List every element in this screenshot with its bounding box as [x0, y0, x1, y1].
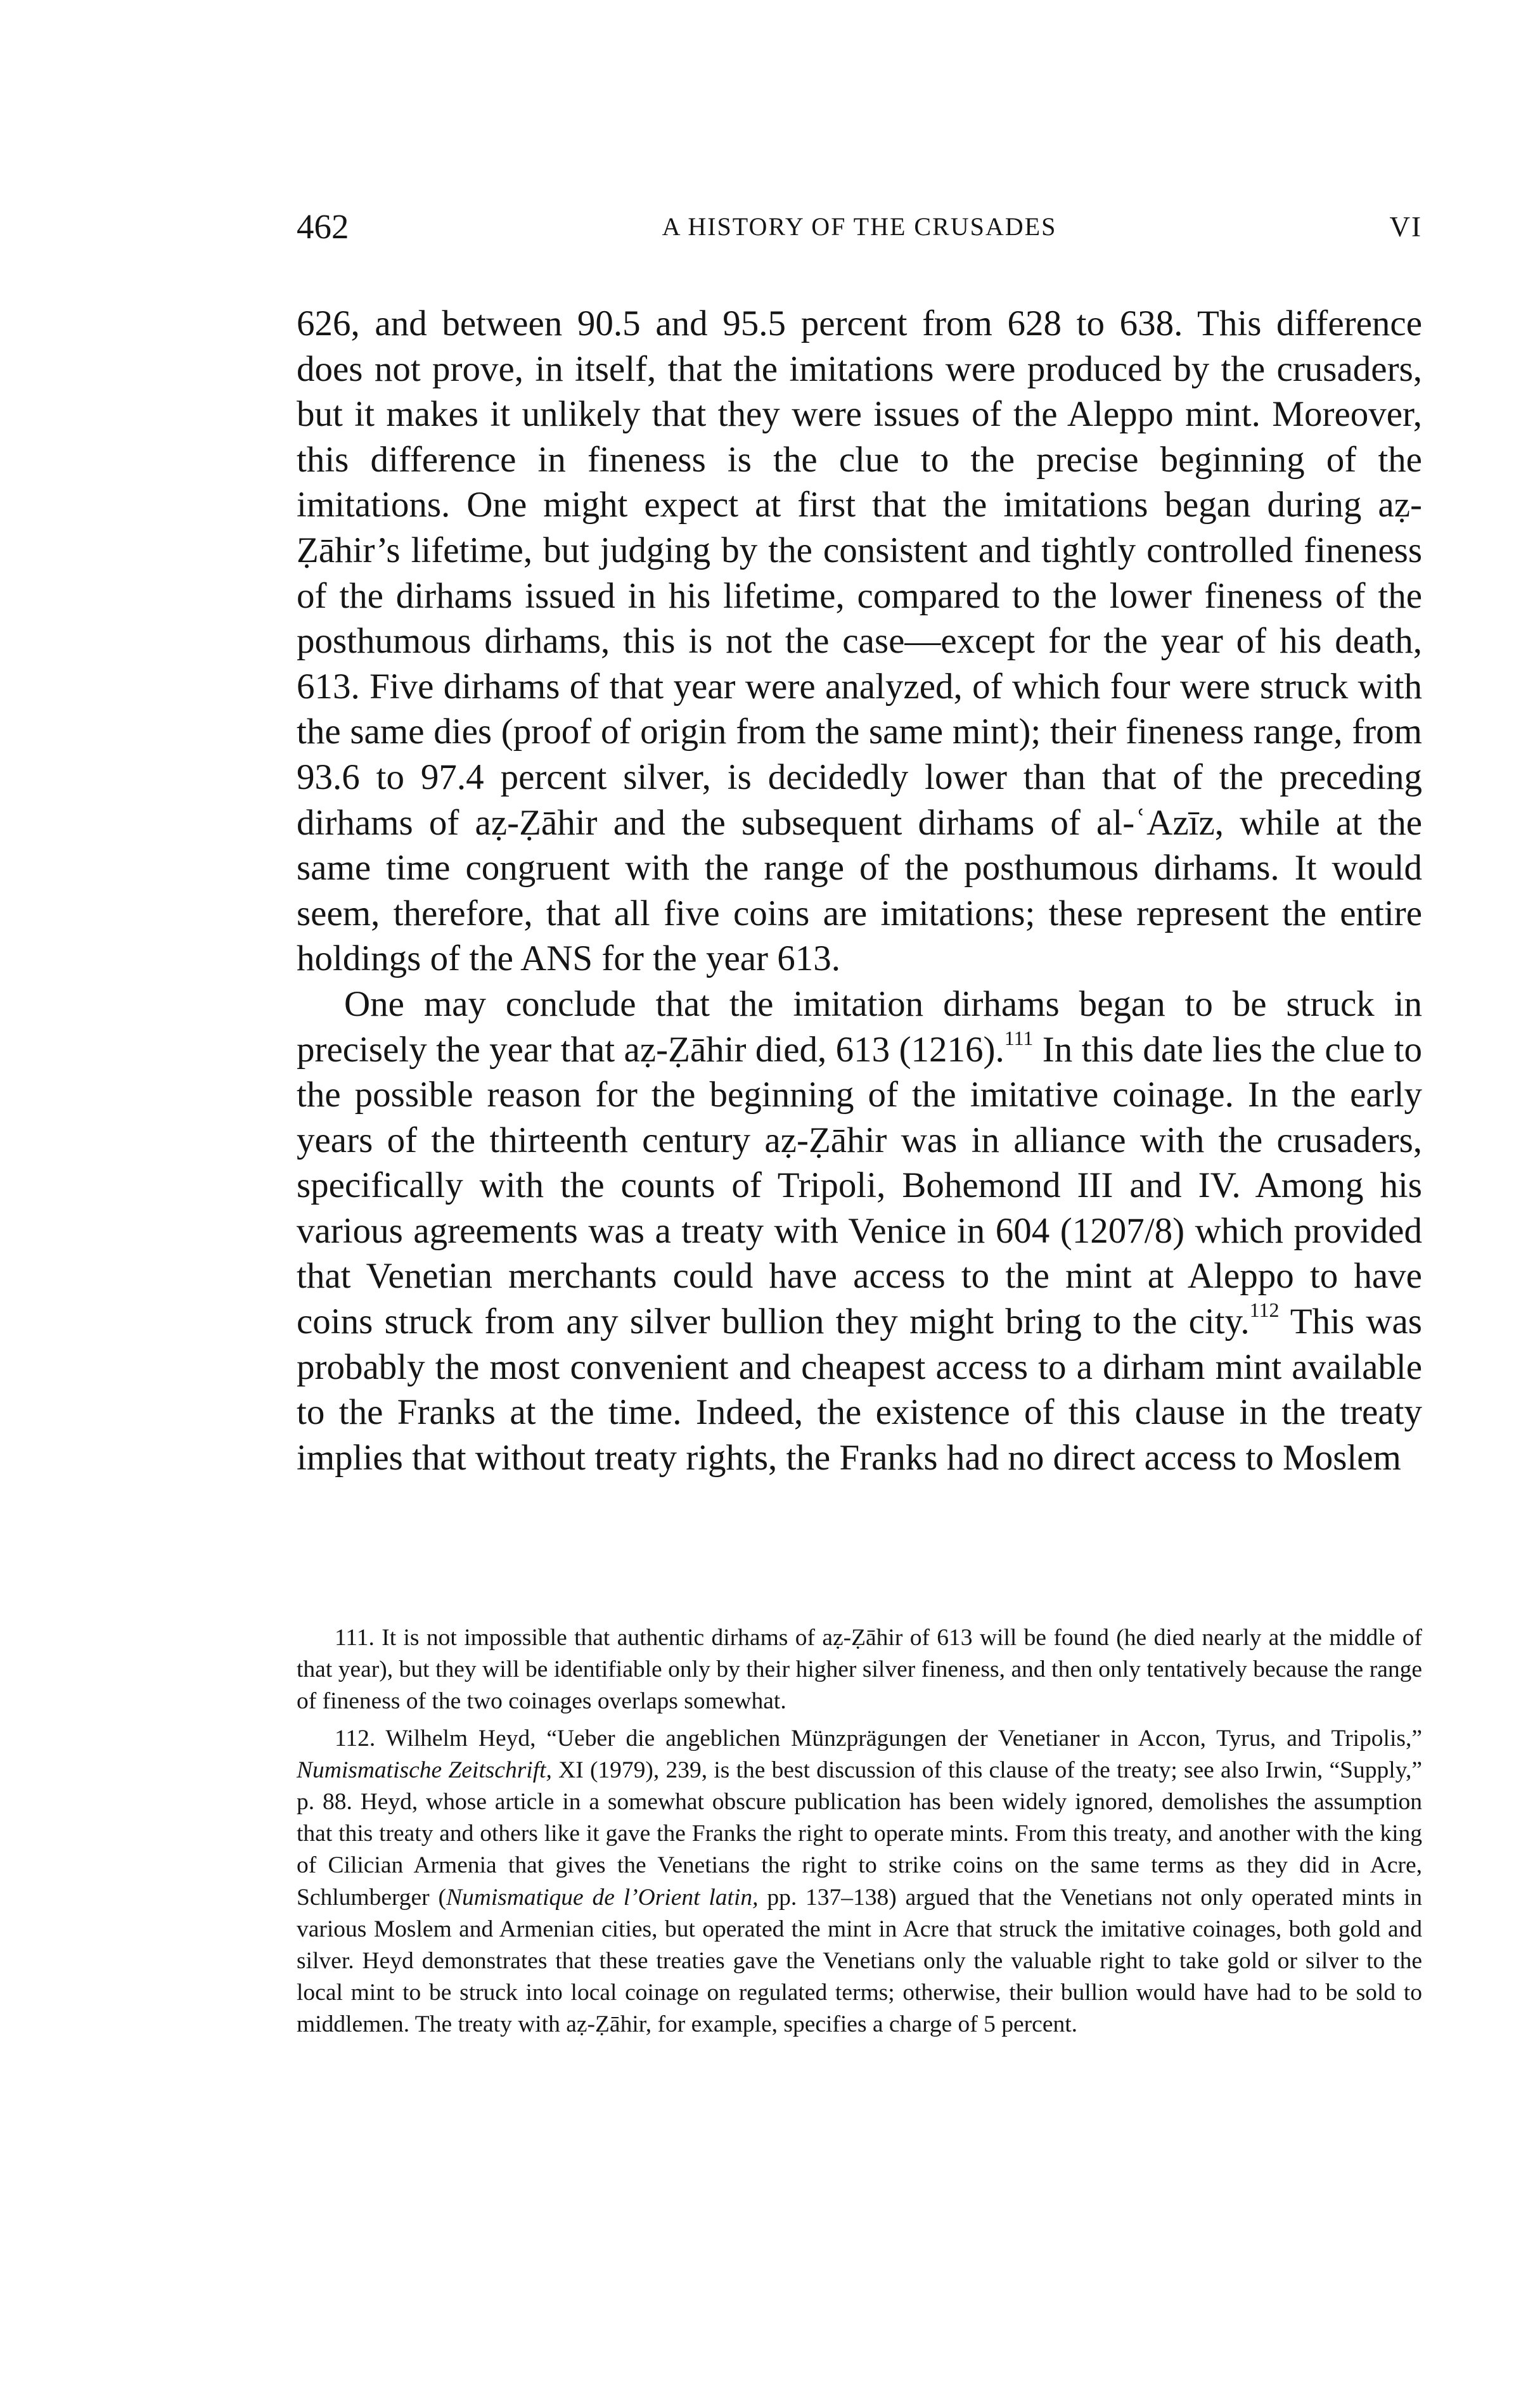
paragraph-text: One may conclude that the imitation dirhams began to be struck in precisely the year that aẓ-Ẓāhir died, 613 (1216). — [297, 983, 1422, 1070]
footnote-text: It is not impossible that authentic dirhams of aẓ-Ẓāhir of 613 will be found (he died nearly at the middle of that year), but they will be identifiable only by their higher silver fineness, and then only tentatively because the range of fineness of the two coinages overlaps somewhat. — [297, 1625, 1422, 1715]
footnote-text: pp. 137–138) argued that the Venetians not only operated mints in various Moslem and Armenian cities, but operated the mint in Acre that struck the imitative coinages, both gold and silver. Heyd demonstrates that these treaties gave the Venetians only the valuable right to take gold or silver to the local mint to be struck into local coinage on regulated terms; otherwise, their bullion would have had to be sold to middlemen. The treaty with aẓ-Ẓāhir, for example, specifies a charge of 5 percent. — [297, 1884, 1422, 2038]
footnote-number: 112. — [335, 1725, 376, 1752]
chapter-number: VI — [1389, 211, 1422, 243]
footnote-text: Wilhelm Heyd, “Ueber die angeblichen Münzprägungen der Venetianer in Accon, Tyrus, and Tripolis,” — [375, 1725, 1422, 1752]
paragraph: 626, and between 90.5 and 95.5 percent from 628 to 638. This difference does not prove, in itself, that the imitations were produced by the crusaders, but it makes it unlikely that they were issues of the Aleppo mint. Moreover, this difference in fineness is the clue to the precise beginning of the imitations. One might expect at first that the imitations began during aẓ-Ẓāhir’s lifetime, but judging by the consistent and tightly controlled fineness of the dirhams issued in his lifetime, compared to the lower fineness of the posthumous dirhams, this is not the case—except for the year of his death, 613. Five dirhams of that year were analyzed, of which four were struck with the same dies (proof of origin from the same mint); their fineness range, from 93.6 to 97.4 percent silver, is decidedly lower than that of the preceding dirhams of aẓ-Ẓāhir and the subsequent dirhams of al-ʿAzīz, while at the same time congruent with the range of the posthumous dirhams. It would seem, therefore, that all five coins are imitations; these represent the entire holdings of the ANS for the year 613. — [297, 304, 1422, 979]
page-number: 462 — [297, 207, 349, 246]
footnote-number: 111. — [335, 1625, 375, 1651]
book-title: Numismatique de l’Orient latin, — [446, 1884, 759, 1911]
paragraph-text: In this date lies the clue to the possible reason for the beginning of the imitative coinage. In the early years of the thirteenth century aẓ-Ẓāhir was in alliance with the crusaders, specifically with the counts of Tripoli, Bohemond III and IV. Among his various agreements was a treaty with Venice in 604 (1207/8) which provided that Venetian merchants could have access to the mint at Aleppo to have coins struck from any silver bullion they might bring to the city. — [297, 1029, 1422, 1342]
footnote-text: XI (1979), 239, is the best discussion of this clause of the treaty; see also Irwin, “Supply,” p. 88. Heyd, whose article in a somewhat obscure publication has been widely ignored, demolishes the assumption that this treaty and others like it gave the Franks the right to operate mints. From this treaty, and another with the king of Cilician Armenia that gives the Venetians the right to strike coins on the same terms as they did in Acre, Schlumberger ( — [297, 1757, 1422, 1911]
footnote-111 — [297, 1622, 1422, 1718]
paragraph-text: This was probably the most convenient and cheapest access to a dirham mint available to the Franks at the time. Indeed, the existence of this clause in the treaty implies that without treaty rights, the Franks had no direct access to Moslem — [297, 1302, 1422, 1478]
main-text — [297, 301, 1422, 1480]
running-title: A HISTORY OF THE CRUSADES — [662, 212, 1057, 241]
footnote-112 — [297, 1723, 1422, 2041]
footnotes — [297, 1622, 1422, 2041]
paragraph — [297, 982, 1422, 1481]
running-head — [297, 202, 1422, 252]
footnote-reference: 111 — [1004, 1026, 1034, 1049]
journal-title: Numismatische Zeitschrift, — [297, 1757, 552, 1783]
footnote-reference: 112 — [1249, 1298, 1280, 1322]
